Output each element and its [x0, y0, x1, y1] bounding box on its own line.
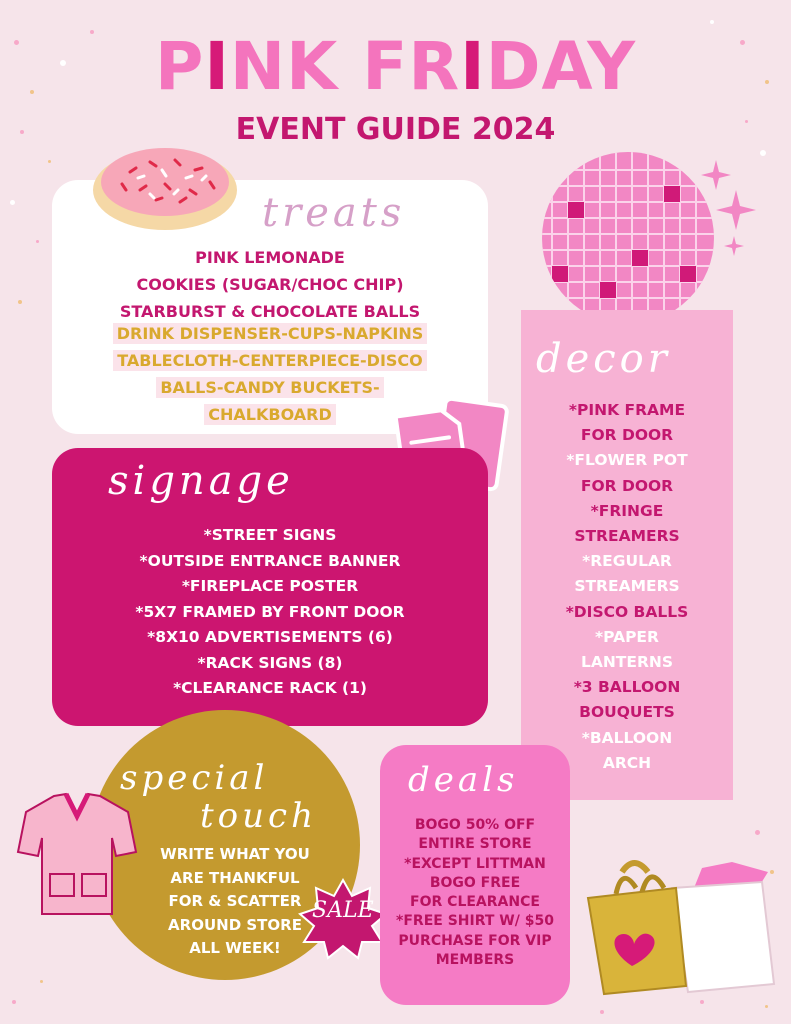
- signage-list: [52, 523, 488, 702]
- list-item: *5X7 FRAMED BY FRONT DOOR: [135, 602, 405, 621]
- decor-list-item: *FLOWER POT: [566, 451, 688, 470]
- decor-list-item: FOR DOOR: [580, 426, 674, 445]
- page-title: PINK FRIDAY: [154, 28, 637, 105]
- list-item: BALLS-CANDY BUCKETS-: [156, 377, 383, 398]
- list-item: TABLECLOTH-CENTERPIECE-DISCO: [113, 350, 427, 371]
- decor-list-item: STREAMERS: [574, 527, 680, 546]
- signage-heading: signage: [108, 458, 294, 504]
- list-item: STARBURST & CHOCOLATE BALLS: [119, 302, 421, 321]
- decor-list: [521, 398, 733, 776]
- decor-list-item: *REGULAR: [582, 552, 672, 571]
- decor-list-item: *DISCO BALLS: [565, 602, 689, 621]
- special-heading: special: [120, 758, 269, 798]
- special-text: WRITE WHAT YOU ARE THANKFUL FOR & SCATTER AROUND STORE ALL WEEK!: [160, 845, 310, 957]
- decor-list-item: BOUQUETS: [579, 703, 675, 722]
- decor-list-item: *FRINGE: [590, 501, 664, 520]
- list-item: BOGO 50% OFF: [414, 817, 536, 833]
- list-item: PURCHASE FOR VIP: [398, 932, 552, 949]
- decor-list-item: LANTERNS: [580, 653, 674, 672]
- decor-list-item: *3 BALLOON: [573, 678, 681, 697]
- deals-list: [380, 816, 570, 970]
- decor-list-item: ARCH: [602, 753, 652, 772]
- list-item: *STREET SIGNS: [203, 526, 337, 544]
- list-item: CHALKBOARD: [204, 404, 335, 425]
- list-item: *EXCEPT LITTMAN: [404, 855, 546, 872]
- list-item: *FREE SHIRT W/ $50: [396, 913, 554, 930]
- decor-list-item: *PINK FRAME: [568, 401, 686, 419]
- decor-list-item: STREAMERS: [574, 577, 680, 596]
- scrub-top-icon: [16, 790, 138, 920]
- treats-list: [52, 244, 488, 325]
- decor-list-item: *BALLOON: [581, 728, 673, 747]
- list-item: *RACK SIGNS (8): [197, 653, 343, 672]
- sale-badge-label: SALE: [312, 898, 374, 923]
- treats-heading: treats: [262, 190, 406, 236]
- list-item: *CLEARANCE RACK (1): [173, 679, 367, 697]
- decor-list-item: FOR DOOR: [580, 476, 674, 495]
- list-item: PINK LEMONADE: [195, 248, 345, 267]
- disco-ball-icon: [538, 150, 758, 330]
- decor-list-item: *PAPER: [595, 627, 659, 646]
- sparkle-icon: [701, 160, 731, 190]
- sugar-cookie-icon: [90, 132, 240, 232]
- list-item: MEMBERS: [435, 952, 515, 969]
- list-item: ENTIRE STORE: [418, 836, 532, 853]
- list-item: *OUTSIDE ENTRANCE BANNER: [139, 551, 401, 570]
- list-item: BOGO FREE: [429, 874, 521, 891]
- page-subtitle: EVENT GUIDE 2024: [235, 112, 556, 147]
- list-item: COOKIES (SUGAR/CHOC CHIP): [136, 275, 404, 294]
- list-item: *8X10 ADVERTISEMENTS (6): [147, 628, 393, 646]
- decor-heading: decor: [536, 336, 671, 382]
- list-item: *FIREPLACE POSTER: [181, 577, 359, 595]
- deals-heading: deals: [408, 760, 519, 800]
- list-item: DRINK DISPENSER-CUPS-NAPKINS: [113, 323, 428, 344]
- special-heading-line2: touch: [200, 796, 317, 836]
- shopping-bag-icon: [582, 858, 778, 998]
- list-item: FOR CLEARANCE: [410, 894, 540, 911]
